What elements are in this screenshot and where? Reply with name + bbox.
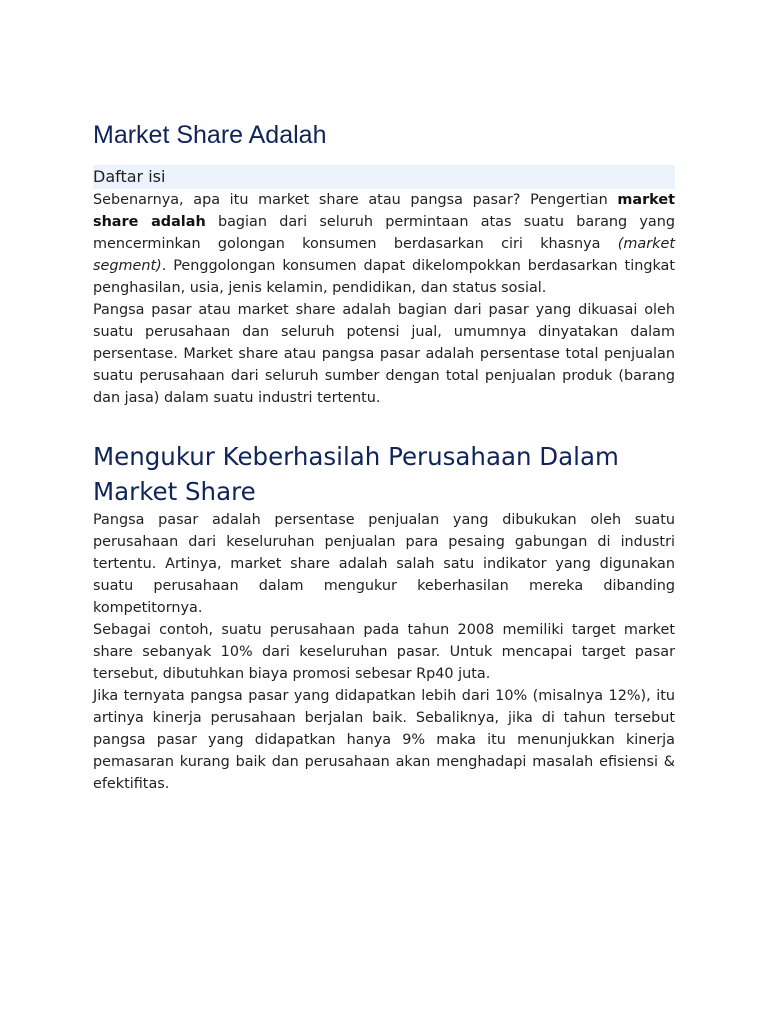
intro-paragraph-2: Pangsa pasar atau market share adalah bagian dari pasar yang dikuasai oleh suatu perusahaan dan seluruh potensi jual, umumnya dinyatakan dalam persentase. Market share atau pangsa pasar adalah persentase total penjualan suatu perusahaan dari seluruh sumber dengan total penjualan produk (barang dan jasa) dalam suatu industri tertentu. xyxy=(93,302,675,406)
intro-text-a: Sebenarnya, apa itu market share atau pangsa pasar? Pengertian xyxy=(93,192,618,208)
intro-italic-term: (market segment) xyxy=(93,236,675,274)
section-paragraph-1: Pangsa pasar adalah persentase penjualan yang dibukukan oleh suatu perusahaan dari keseluruhan penjualan para pesaing gabungan di industri tertentu. Artinya, market share adalah salah satu indikator yang digunakan suatu perusahaan dalam mengukur keberhasilan mereka dibanding kompetitornya. xyxy=(93,512,675,616)
intro-bold-term: market share adalah xyxy=(93,192,675,230)
section-paragraph-3: Jika ternyata pangsa pasar yang didapatkan lebih dari 10% (misalnya 12%), itu artinya kinerja perusahaan berjalan baik. Sebaliknya, jika di tahun tersebut pangsa pasar yang didapatkan hanya 9% maka itu menunjukkan kinerja pemasaran kurang baik dan perusahaan akan menghadapi masalah efisiensi & efektifitas. xyxy=(93,688,675,792)
document-page xyxy=(93,118,675,795)
intro-text-c: . Penggolongan konsumen dapat dikelompokkan berdasarkan tingkat penghasilan, usia, jenis kelamin, pendidikan, dan status sosial. xyxy=(93,258,675,296)
section-paragraph-2: Sebagai contoh, suatu perusahaan pada tahun 2008 memiliki target market share sebanyak 10% dari keseluruhan pasar. Untuk mencapai target pasar tersebut, dibutuhkan biaya promosi sebesar Rp40 juta. xyxy=(93,622,675,682)
toc-label: Daftar isi xyxy=(93,167,166,186)
intro-text-b: bagian dari seluruh permintaan atas suatu barang yang mencerminkan golongan konsumen berdasarkan ciri khasnya xyxy=(93,214,675,252)
intro-paragraph-1 xyxy=(93,189,675,299)
page-title: Market Share Adalah xyxy=(93,121,327,149)
table-of-contents-toggle[interactable] xyxy=(93,165,675,189)
section-heading: Mengukur Keberhasilah Perusahaan Dalam Market Share xyxy=(93,442,619,506)
